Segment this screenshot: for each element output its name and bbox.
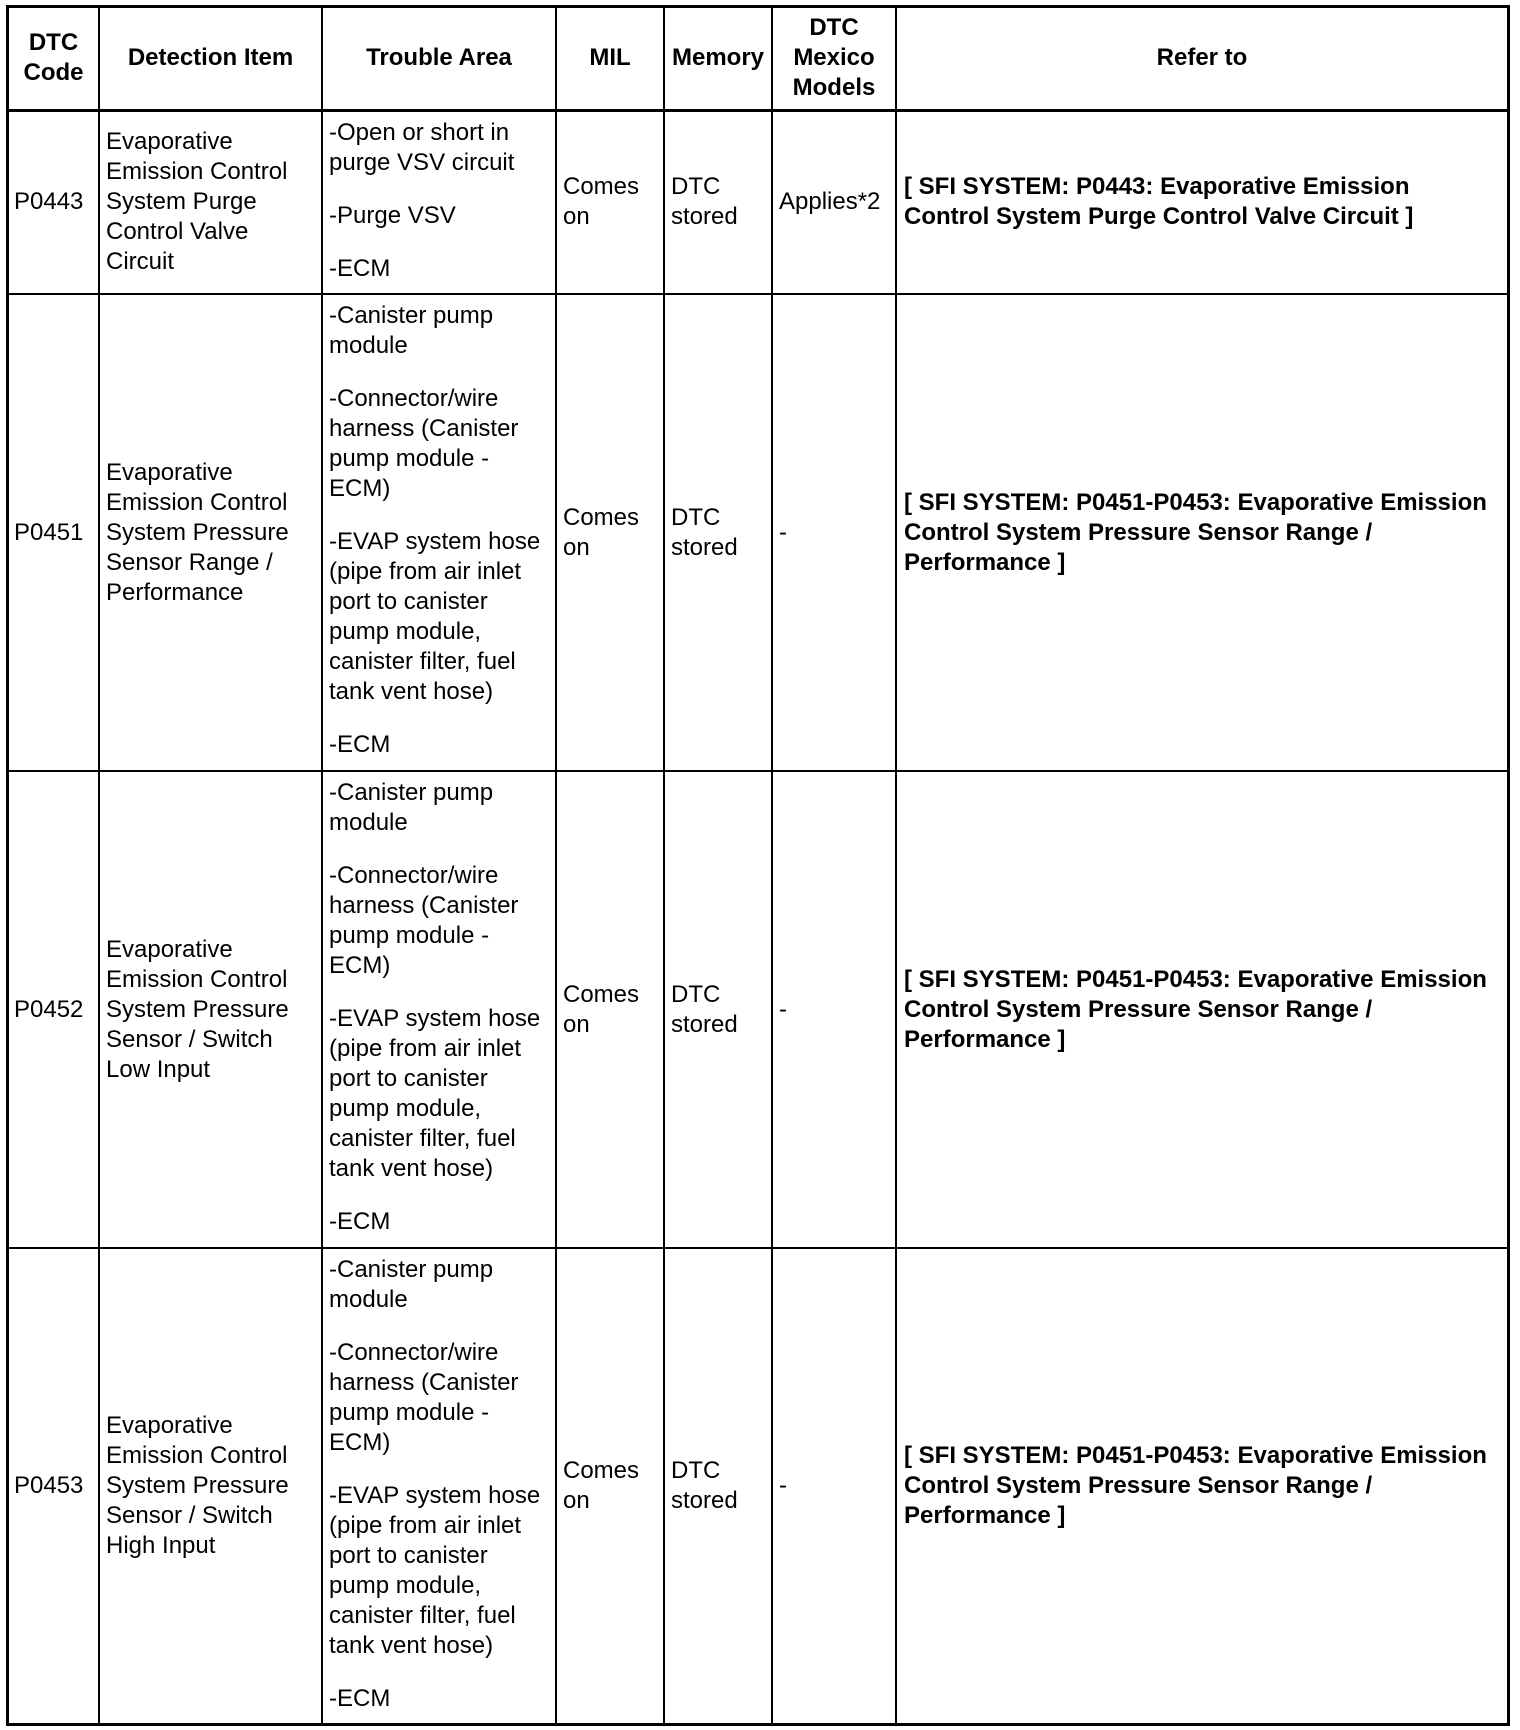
table-row	[9, 771, 1507, 1248]
trouble-area-line: -ECM	[329, 1685, 391, 1712]
detection-item-cell: Evaporative Emission Control System Pressure Sensor / Switch High Input	[99, 1248, 322, 1723]
memory-cell: DTC stored	[664, 110, 772, 294]
memory-cell: DTC stored	[664, 771, 772, 1248]
trouble-area-line: -ECM	[329, 731, 391, 758]
refer-to-link[interactable]: [ SFI SYSTEM: P0443: Evaporative Emission Control System Purge Control Valve Circuit ]	[896, 110, 1507, 294]
memory-cell: DTC stored	[664, 1248, 772, 1723]
trouble-area-line: -Connector/wire harness (Canister pump module - ECM)	[329, 385, 519, 502]
table-row	[9, 294, 1507, 771]
refer-to-link[interactable]: [ SFI SYSTEM: P0451-P0453: Evaporative Emission Control System Pressure Sensor Range / Performance ]	[896, 294, 1507, 771]
mexico-models-cell: -	[772, 771, 896, 1248]
detection-item-cell: Evaporative Emission Control System Pressure Sensor Range / Performance	[99, 294, 322, 771]
header-mexico-models: DTC Mexico Models	[772, 8, 896, 110]
header-dtc-code: DTC Code	[9, 8, 99, 110]
dtc-code-cell: P0453	[9, 1248, 99, 1723]
header-refer-to: Refer to	[896, 8, 1507, 110]
refer-to-link[interactable]: [ SFI SYSTEM: P0451-P0453: Evaporative Emission Control System Pressure Sensor Range / Performance ]	[896, 1248, 1507, 1723]
dtc-code-cell: P0452	[9, 771, 99, 1248]
dtc-table-frame	[6, 5, 1510, 1726]
header-trouble-area: Trouble Area	[322, 8, 556, 110]
detection-item-cell: Evaporative Emission Control System Purge Control Valve Circuit	[99, 110, 322, 294]
trouble-area-line: -Connector/wire harness (Canister pump module - ECM)	[329, 862, 519, 979]
mil-cell: Comes on	[556, 294, 664, 771]
mil-cell: Comes on	[556, 110, 664, 294]
trouble-area-line: -EVAP system hose (pipe from air inlet port to canister pump module, canister filter, fuel tank vent hose)	[329, 1005, 541, 1182]
trouble-area-line: -Canister pump module	[329, 779, 494, 836]
trouble-area-line: -ECM	[329, 254, 391, 282]
trouble-area-cell	[322, 110, 556, 294]
refer-to-link[interactable]: [ SFI SYSTEM: P0451-P0453: Evaporative Emission Control System Pressure Sensor Range / Performance ]	[896, 771, 1507, 1248]
mexico-models-cell: -	[772, 294, 896, 771]
detection-item-cell: Evaporative Emission Control System Pressure Sensor / Switch Low Input	[99, 771, 322, 1248]
trouble-area-line: -Open or short in purge VSV circuit	[329, 118, 515, 176]
memory-cell: DTC stored	[664, 294, 772, 771]
trouble-area-line: -Purge VSV	[329, 201, 456, 229]
header-detection-item: Detection Item	[99, 8, 322, 110]
trouble-area-line: -ECM	[329, 1208, 391, 1235]
table-row	[9, 110, 1507, 294]
trouble-area-line: -EVAP system hose (pipe from air inlet port to canister pump module, canister filter, fuel tank vent hose)	[329, 528, 541, 705]
mexico-models-cell: -	[772, 1248, 896, 1723]
mil-cell: Comes on	[556, 771, 664, 1248]
trouble-area-line: -Canister pump module	[329, 1256, 494, 1313]
mexico-models-cell: Applies*2	[772, 110, 896, 294]
trouble-area-line: -EVAP system hose (pipe from air inlet port to canister pump module, canister filter, fuel tank vent hose)	[329, 1482, 541, 1659]
dtc-code-cell: P0451	[9, 294, 99, 771]
trouble-area-line: -Connector/wire harness (Canister pump module - ECM)	[329, 1339, 519, 1456]
dtc-code-cell: P0443	[9, 110, 99, 294]
header-row	[9, 8, 1507, 110]
table-row	[9, 1248, 1507, 1723]
trouble-area-cell	[322, 294, 556, 771]
dtc-table	[9, 8, 1507, 1723]
header-memory: Memory	[664, 8, 772, 110]
trouble-area-cell	[322, 771, 556, 1248]
trouble-area-line: -Canister pump module	[329, 302, 494, 359]
header-mil: MIL	[556, 8, 664, 110]
trouble-area-cell	[322, 1248, 556, 1723]
mil-cell: Comes on	[556, 1248, 664, 1723]
